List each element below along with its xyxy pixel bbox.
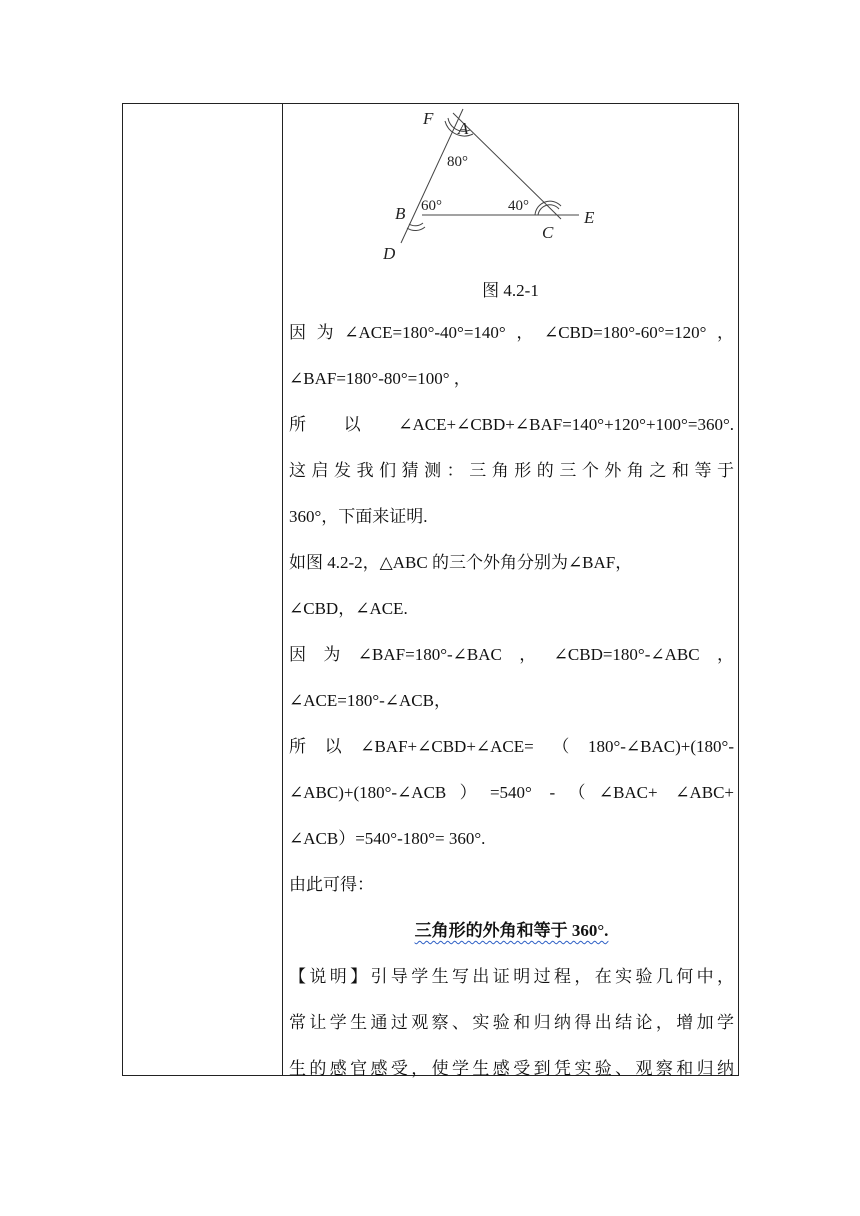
note-line: 生的感官感受，使学生感受到凭实验、观察和归纳 (289, 1059, 734, 1078)
figure-caption: 图 4.2-1 (482, 281, 539, 300)
angle-label-c: 40° (508, 198, 529, 214)
label-C: C (542, 223, 554, 242)
text-line: 因为∠BAF=180°-∠BAC，∠CBD=180°-∠ABC， (289, 645, 734, 664)
text-line: 因为∠ACE=180°-40°=140°，∠CBD=180°-60°=120°， (289, 323, 734, 342)
label-F: F (423, 109, 434, 128)
text-line: 360°，下面来证明. (289, 507, 428, 526)
lesson-table (122, 103, 739, 1076)
text-line: ∠ACE=180°-∠ACB， (289, 691, 451, 710)
text-line: 由此可得： (289, 875, 374, 894)
body-text (289, 310, 734, 1092)
angle-label-b: 60° (421, 198, 442, 214)
triangle-figure (383, 106, 643, 271)
text-line: 如图 4.2-2，△ABC 的三个外角分别为∠BAF， (289, 553, 633, 572)
label-B: B (395, 204, 406, 223)
text-line: ∠ABC)+(180°-∠ACB）=540° -（∠BAC+ ∠ABC+ (289, 783, 734, 802)
text-line: 所以∠BAF+∠CBD+∠ACE=（180°-∠BAC)+(180°- (289, 737, 734, 756)
note-line: 常让学生通过观察、实验和归纳得出结论，增加学 (289, 1013, 734, 1032)
text-line: 所以∠ACE+∠CBD+∠BAF=140°+120°+100°=360°. (289, 415, 734, 434)
text-line: 这启发我们猜测：三角形的三个外角之和等于 (289, 461, 734, 480)
conclusion-text: 三角形的外角和等于 360°. (414, 921, 609, 940)
table-right-column (283, 104, 738, 1078)
text-line: ∠ACB）=540°-180°= 360°. (289, 829, 486, 848)
table-left-column (123, 104, 283, 1075)
note-line: 【说明】引导学生写出证明过程，在实验几何中， (289, 967, 734, 986)
text-line: ∠BAF=180°-80°=100° ， (289, 369, 471, 388)
text-line: ∠CBD，∠ACE. (289, 599, 408, 618)
label-E: E (584, 208, 595, 227)
angle-label-a: 80° (447, 154, 468, 170)
label-A: A (458, 119, 469, 138)
label-D: D (383, 244, 396, 263)
conclusion-line (289, 908, 734, 954)
